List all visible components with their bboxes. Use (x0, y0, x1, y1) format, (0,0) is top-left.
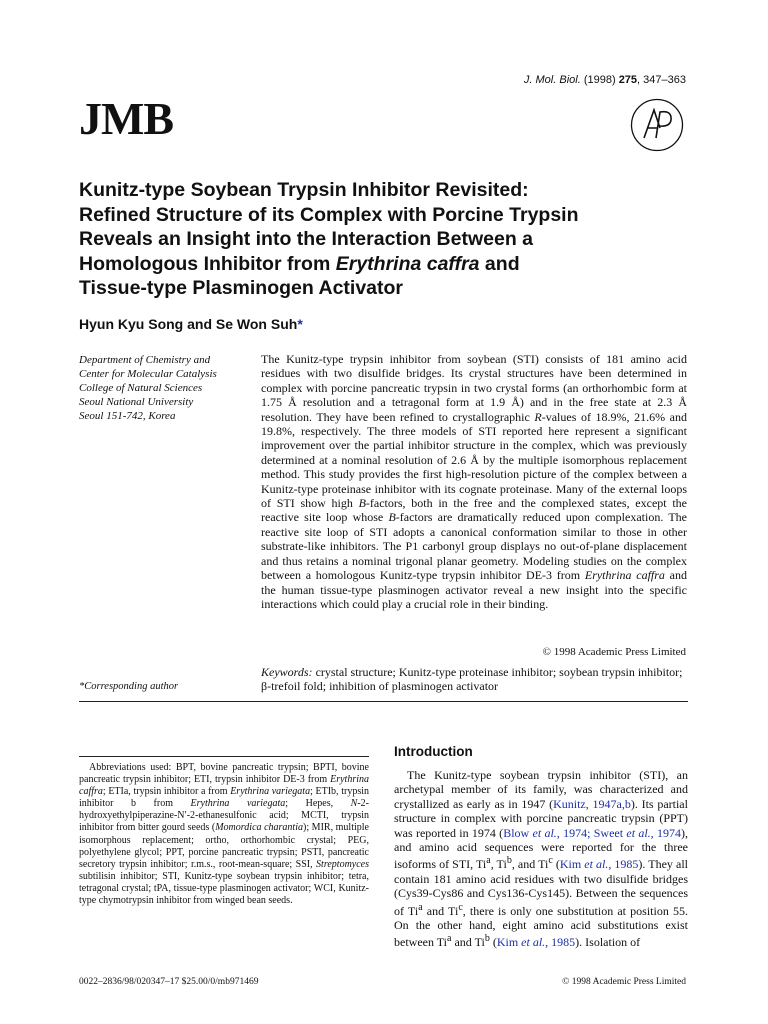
keywords (261, 665, 687, 694)
abbrev-italic: Erythrina variegata (190, 798, 286, 810)
abbrev-italic: N (350, 798, 358, 810)
citation-link-kunitz[interactable]: Kunitz, 1947a,b (553, 796, 631, 811)
citation-etal: et al. (584, 857, 609, 872)
abbrev-text: Abbreviations used: BPT, bovine pancreatic trypsin; BPTI, bovine pancreatic trypsin inhibitor; ETI, trypsin inhibitor DE-3 from (79, 762, 369, 786)
article-title (79, 178, 699, 301)
journal-year: (1998) (583, 74, 616, 86)
abbreviations-footnote (79, 762, 369, 907)
abstract-italic: R (534, 409, 542, 424)
abbrev-text: ; ETIb, trypsin inhibitor b from (79, 786, 369, 810)
citation-text: Kim (496, 935, 522, 950)
title-species-name: Erythrina caffra (335, 252, 480, 275)
abbrev-italic: Erythrina caffra (79, 774, 369, 798)
abbrev-text: subtilisin inhibitor; STI, Kunitz-type soybean trypsin inhibitor; tetra, tetragonal crystal; tPA, tissue-type plasminogen activator; WCI, Kunitz-type chymotrypsin inhibitor from winged bean seeds. (79, 870, 369, 907)
keywords-label: Keywords: (261, 665, 313, 679)
title-line-5: Tissue-type Plasminogen Activator (79, 277, 404, 299)
abbrev-text: ); MIR, multiple isomorphous replacement; ortho, orthorhombic crystal; PEG, polyethylene glycol; PPT, porcine pancreatic trypsin; PSTI, pancreatic secretory trypsin inhibitor; r.m.s., root-mean-square; SSI, (79, 822, 369, 870)
affiliation-line: Center for Molecular Catalysis (79, 368, 217, 380)
superscript: a (418, 901, 423, 913)
abbrev-text: -2-hydroxyethylpiperazine-N′-2-ethanesulfonic acid; MCTI, trypsin inhibitor from bitter gourd seeds ( (79, 798, 369, 834)
journal-citation: J. Mol. Biol. (1998) 275, 347–363 (523, 74, 686, 86)
intro-text: ), and amino acid sequences were reported for the three isoforms of STI, Ti (394, 825, 688, 872)
citation-link-blow-sweet[interactable] (503, 826, 681, 840)
intro-text: ( (552, 857, 560, 872)
intro-text: and Ti (422, 903, 459, 918)
journal-volume: 275 (618, 74, 638, 86)
abstract-italic: B (388, 510, 396, 525)
journal-abbrev: J. Mol. Biol. (523, 74, 581, 86)
intro-text: The Kunitz-type soybean trypsin inhibitor (STI), an archetypal member of its family, was characterized and crystallized as early as in 1947 ( (394, 768, 688, 811)
superscript: a (447, 933, 452, 945)
introduction-heading: Introduction (394, 744, 473, 759)
title-line-3: Reveals an Insight into the Interaction Between a (79, 228, 534, 250)
intro-text: , and Ti (511, 857, 549, 872)
jmb-logo: JMB (79, 93, 174, 144)
corresponding-author-link[interactable]: * (297, 316, 303, 332)
affiliation-line: Seoul 151-742, Korea (79, 410, 176, 422)
academic-press-logo-icon (630, 98, 684, 152)
corresponding-author-note: *Corresponding author (79, 681, 179, 692)
abbrev-italic: Momordica charantia (215, 822, 303, 834)
citation-text: Kim (559, 857, 585, 872)
citation-text: , 1985 (545, 935, 576, 950)
affiliation (79, 353, 251, 423)
citation-text: , 1985 (608, 857, 639, 872)
abstract-italic: B (358, 496, 366, 511)
citation-link-kim-2[interactable] (497, 935, 575, 949)
intro-text: and Ti (451, 935, 485, 950)
superscript: c (548, 855, 553, 867)
superscript: b (484, 933, 490, 945)
abbrev-text: ; ETIa, trypsin inhibitor a from (102, 786, 231, 798)
intro-text: , Ti (490, 857, 507, 872)
citation-link-kim-1[interactable] (560, 857, 639, 871)
abbrev-italic: Erythrina variegata (230, 786, 311, 798)
journal-pages: 347–363 (643, 74, 686, 86)
citation-etal: et al. (521, 935, 546, 950)
introduction-text (394, 768, 688, 950)
abstract-text: -factors, both in the free and the complexed states, except the reactive site loop whose (261, 496, 687, 525)
abstract-text: -factors are dramatically reduced upon complexation. The reactive site loop of STI adopts a canonical conformation similar to those in other substrate-like inhibitors. The P1 carbonyl group displays no out-of-plane displacement and thus retains a nominal trigonal planar geometry. Modeling studies on the complex between a homologous Kunitz-type trypsin inhibitor DE-3 from (261, 510, 687, 583)
affiliation-line: Department of Chemistry and (79, 354, 211, 366)
title-line-2: Refined Structure of its Complex with Porcine Trypsin (79, 203, 579, 226)
intro-text: ). Its partial structure in complex with porcine pancreatic trypsin (PPT) was reported in 1974 ( (394, 796, 688, 840)
intro-text: ). Isolation of (575, 935, 641, 950)
section-divider (79, 701, 688, 702)
intro-text: ( (489, 935, 497, 950)
keywords-text: crystal structure; Kunitz-type proteinase inhibitor; soybean trypsin inhibitor; β-trefoil fold; inhibition of plasminogen activator (261, 665, 683, 694)
superscript: a (486, 855, 491, 867)
citation-text: Blow (503, 825, 533, 840)
superscript: b (506, 855, 512, 867)
superscript: c (458, 901, 463, 913)
affiliation-line: Seoul National University (79, 396, 194, 408)
title-line-4: Homologous Inhibitor from (79, 252, 336, 275)
citation-etal: et al. (532, 825, 557, 840)
citation-text: , 1974 (650, 825, 681, 840)
citation-etal: et al. (626, 825, 651, 840)
abbrev-italic: Streptomyces (316, 858, 369, 870)
authors-text: Hyun Kyu Song and Se Won Suh (79, 316, 298, 332)
citation-text: , 1974; Sweet (556, 825, 627, 840)
title-line-4-end: and (479, 252, 520, 275)
abstract (261, 352, 687, 611)
footnote-divider (79, 756, 369, 757)
footer-article-code: 0022–2836/98/020347–17 $25.00/0/mb971469 (79, 977, 259, 987)
intro-text: , there is only one substitution at position 55. On the other hand, eight amino acid substitutions exist between Ti (394, 903, 688, 950)
abbrev-text: ; Hepes, (285, 798, 351, 810)
intro-text: ). They all contain 181 amino acid residues with two disulfide bridges (Cys39-Cys86 and Cys136-Cys145). Between the sequences of Ti (394, 857, 688, 918)
footer-copyright: © 1998 Academic Press Limited (562, 977, 686, 987)
abstract-text: The Kunitz-type trypsin inhibitor from soybean (STI) consists of 181 amino acid residues with two disulfide bridges. Its crystal structures have been determined in complex with porcine pancreatic trypsin in two crystal forms (an orthorhombic form at 1.75 Å resolution and a tetragonal form at 1.9 Å) and in the free state at 2.3 Å resolution. They have been refined to crystallographic (261, 352, 687, 424)
abstract-copyright: © 1998 Academic Press Limited (542, 646, 686, 658)
abstract-text: and the human tissue-type plasminogen activator reveal a new insight into the specific interactions which could play a crucial role in their binding. (261, 568, 688, 611)
affiliation-line: College of Natural Sciences (79, 382, 203, 394)
abstract-italic: Erythrina caffra (584, 568, 665, 583)
author-list (79, 316, 303, 332)
abstract-text: -values of 18.9%, 21.6% and 19.8%, respectively. The three models of STI reported here represent a significant improvement over the partial inhibitor structure in the complex, which was previously determined at a nominal resolution of 2.6 Å by the multiple isomorphous replacement method. This study provides the first high-resolution picture of the complex between a Kunitz-type proteinase inhibitor with its cognate proteinase. Many of the external loops of STI show high (261, 409, 688, 511)
title-line-1: Kunitz-type Soybean Trypsin Inhibitor Revisited: (79, 179, 529, 201)
